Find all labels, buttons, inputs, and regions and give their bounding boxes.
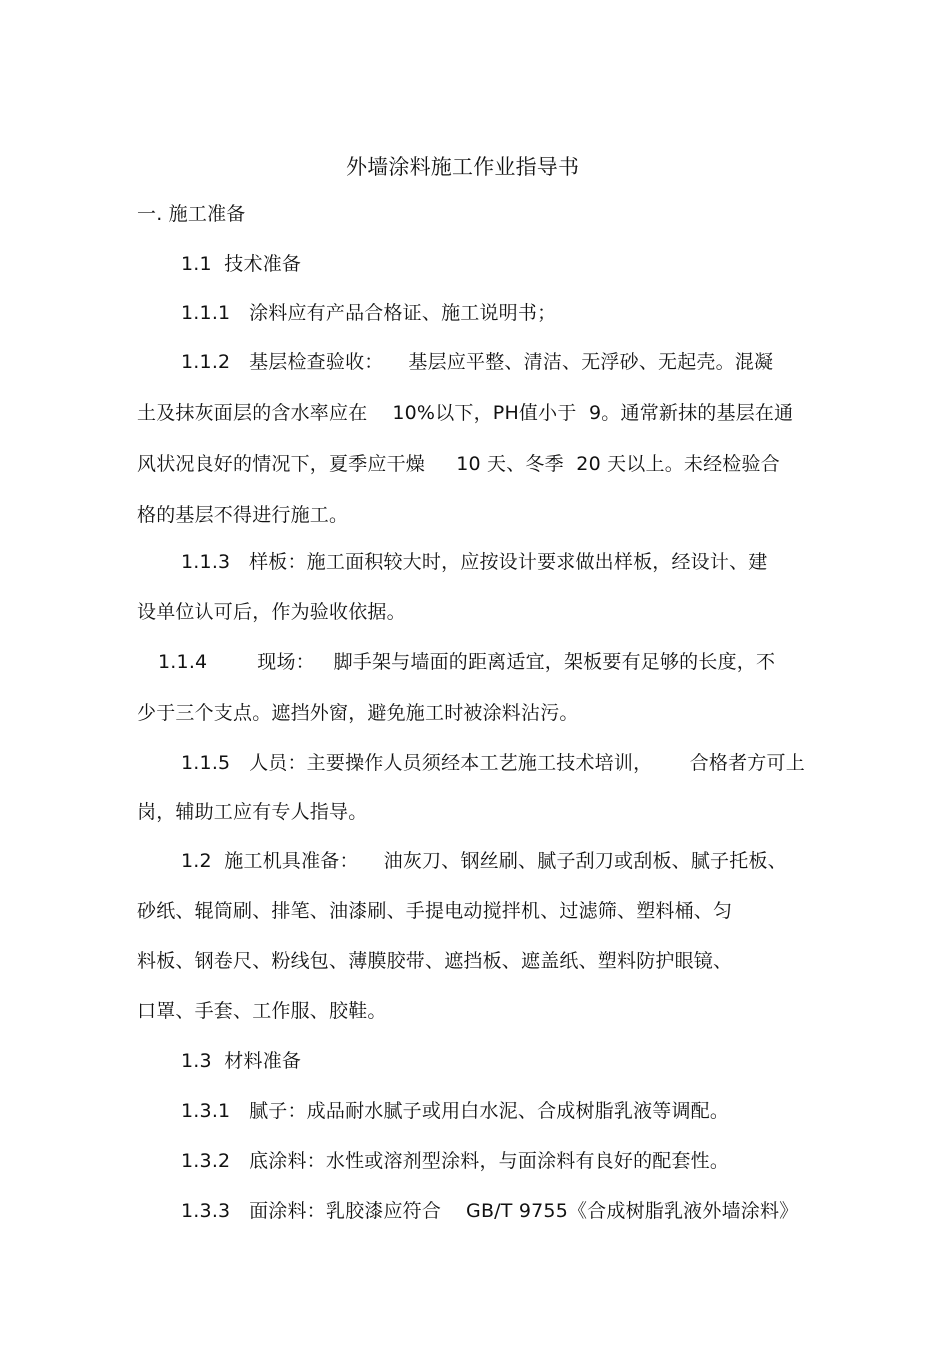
paragraph-line: 1.3.2 底涂料：水性或溶剂型涂料，与面涂料有良好的配套性。 bbox=[181, 1150, 730, 1172]
document-title: 外墙涂料施工作业指导书 bbox=[346, 155, 580, 179]
paragraph-line: 砂纸、辊筒刷、排笔、油漆刷、手提电动搅拌机、过滤筛、塑料桶、匀 bbox=[137, 900, 733, 922]
subsection-heading: 1.3 材料准备 bbox=[181, 1050, 302, 1072]
paragraph-line: 设单位认可后，作为验收依据。 bbox=[137, 601, 406, 623]
paragraph-line: 1.1.4 现场： 脚手架与墙面的距离适宜，架板要有足够的长度，不 bbox=[158, 651, 776, 673]
paragraph-line: 1.3.1 腻子：成品耐水腻子或用白水泥、合成树脂乳液等调配。 bbox=[181, 1100, 730, 1122]
paragraph-line: 料板、钢卷尺、粉线包、薄膜胶带、遮挡板、遮盖纸、塑料防护眼镜、 bbox=[137, 950, 733, 972]
paragraph-line: 1.1.3 样板：施工面积较大时，应按设计要求做出样板，经设计、建 bbox=[181, 551, 768, 573]
paragraph-line: 风状况良好的情况下，夏季应干燥 10 天、冬季 20 天以上。未经检验合 bbox=[137, 453, 780, 475]
paragraph-line: 少于三个支点。遮挡外窗，避免施工时被涂料沾污。 bbox=[137, 702, 579, 724]
paragraph-line: 格的基层不得进行施工。 bbox=[137, 504, 349, 526]
paragraph-line: 口罩、手套、工作服、胶鞋。 bbox=[137, 1000, 387, 1022]
paragraph-line: 1.3.3 面涂料：乳胶漆应符合 GB/T 9755《合成树脂乳液外墙涂料》 bbox=[181, 1200, 799, 1222]
paragraph-line: 土及抹灰面层的含水率应在 10%以下，PH值小于 9。通常新抹的基层在通 bbox=[137, 402, 794, 424]
subsection-heading: 1.1 技术准备 bbox=[181, 253, 302, 275]
section-heading: 一. 施工准备 bbox=[137, 203, 246, 225]
paragraph-line: 1.1.1 涂料应有产品合格证、施工说明书； bbox=[181, 302, 557, 324]
paragraph-line: 岗，辅助工应有专人指导。 bbox=[137, 801, 368, 823]
paragraph-line: 1.1.5 人员：主要操作人员须经本工艺施工技术培训， 合格者方可上 bbox=[181, 752, 805, 774]
paragraph-line: 1.2 施工机具准备： 油灰刀、钢丝刷、腻子刮刀或刮板、腻子托板、 bbox=[181, 850, 787, 872]
paragraph-line: 1.1.2 基层检查验收： 基层应平整、清洁、无浮砂、无起壳。混凝 bbox=[181, 351, 774, 373]
